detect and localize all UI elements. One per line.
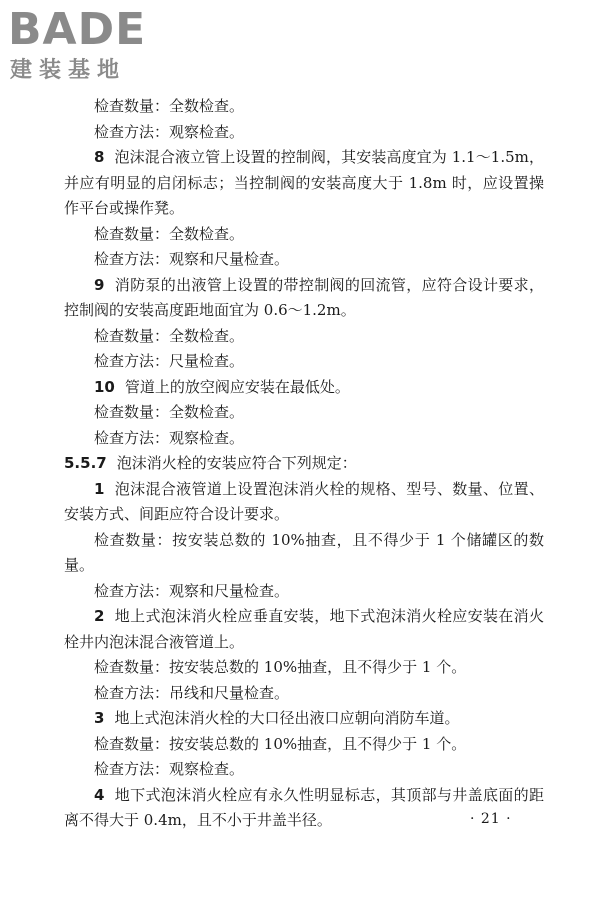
check-line	[64, 120, 544, 146]
check-line	[64, 528, 544, 579]
check-line	[64, 247, 544, 273]
clause-number: 2	[94, 607, 105, 625]
paragraph-text: 检查方法：观察检查。	[94, 760, 245, 778]
logo-subtitle: 建装基地	[10, 58, 127, 83]
check-line	[64, 732, 544, 758]
check-line	[64, 222, 544, 248]
paragraph-text: 地下式泡沫消火栓应有永久性明显标志，其顶部与井盖底面的距离不得大于 0.4m，且不小于井盖半径。	[64, 785, 544, 829]
clause-number: 4	[94, 785, 105, 804]
document-body	[64, 94, 544, 834]
clause-item	[64, 273, 544, 324]
clause-number: 10	[94, 377, 115, 396]
paragraph-text: 检查方法：观察检查。	[94, 122, 245, 141]
paragraph-text: 管道上的放空阀应安装在最低处。	[124, 377, 350, 396]
check-line	[64, 681, 544, 707]
clause-number: 3	[94, 709, 105, 727]
clause-item	[64, 375, 544, 401]
logo-wordmark: BADE	[8, 4, 147, 55]
paragraph-text: 检查数量：按安装总数的 10%抽查，且不得少于 1 个。	[94, 658, 467, 676]
paragraph-text: 检查数量：按安装总数的 10%抽查，且不得少于 1 个。	[94, 734, 467, 753]
check-line	[64, 757, 544, 783]
paragraph-text: 检查数量：按安装总数的 10%抽查，且不得少于 1 个储罐区的数量。	[64, 530, 544, 574]
check-line	[64, 349, 544, 375]
bade-logo	[8, 6, 178, 86]
paragraph-text: 泡沫混合液立管上设置的控制阀，其安装高度宜为 1.1～1.5m，并应有明显的启闭标志；当控制阀的安装高度大于 1.8m 时，应设置操作平台或操作凳。	[64, 148, 544, 217]
section-number: 5.5.7	[64, 454, 107, 472]
paragraph-text: 地上式泡沫消火栓应垂直安装，地下式泡沫消火栓应安装在消火栓井内泡沫混合液管道上。	[64, 607, 544, 651]
paragraph-text: 检查方法：观察和尺量检查。	[94, 581, 290, 600]
clause-number: 8	[94, 148, 105, 166]
clause-item	[64, 145, 544, 222]
check-line	[64, 426, 544, 452]
clause-number: 1	[94, 479, 105, 498]
paragraph-text: 检查方法：观察检查。	[94, 428, 245, 447]
paragraph-text: 泡沫混合液管道上设置泡沫消火栓的规格、型号、数量、位置、安装方式、间距应符合设计要求。	[64, 479, 544, 523]
check-line	[64, 579, 544, 605]
paragraph-text: 检查数量：全数检查。	[94, 97, 245, 115]
page-number: · 21 ·	[470, 811, 512, 827]
clause-item	[64, 604, 544, 655]
check-line	[64, 400, 544, 426]
paragraph-text: 检查数量：全数检查。	[94, 224, 245, 243]
check-line	[64, 655, 544, 681]
paragraph-text: 消防泵的出液管上设置的带控制阀的回流管，应符合设计要求，控制阀的安装高度距地面宜为 0.6～1.2m。	[64, 275, 544, 319]
check-line	[64, 324, 544, 350]
paragraph-text: 地上式泡沫消火栓的大口径出液口应朝向消防车道。	[114, 709, 460, 727]
paragraph-text: 泡沫消火栓的安装应符合下列规定：	[116, 454, 357, 472]
paragraph-text: 检查方法：观察和尺量检查。	[94, 250, 290, 268]
section-heading	[64, 451, 544, 477]
paragraph-text: 检查方法：尺量检查。	[94, 352, 245, 370]
paragraph-text: 检查数量：全数检查。	[94, 326, 245, 345]
paragraph-text: 检查数量：全数检查。	[94, 403, 245, 421]
paragraph-text: 检查方法：吊线和尺量检查。	[94, 683, 290, 702]
clause-item	[64, 706, 544, 732]
clause-item	[64, 477, 544, 528]
clause-number: 9	[94, 275, 105, 294]
check-line	[64, 94, 544, 120]
